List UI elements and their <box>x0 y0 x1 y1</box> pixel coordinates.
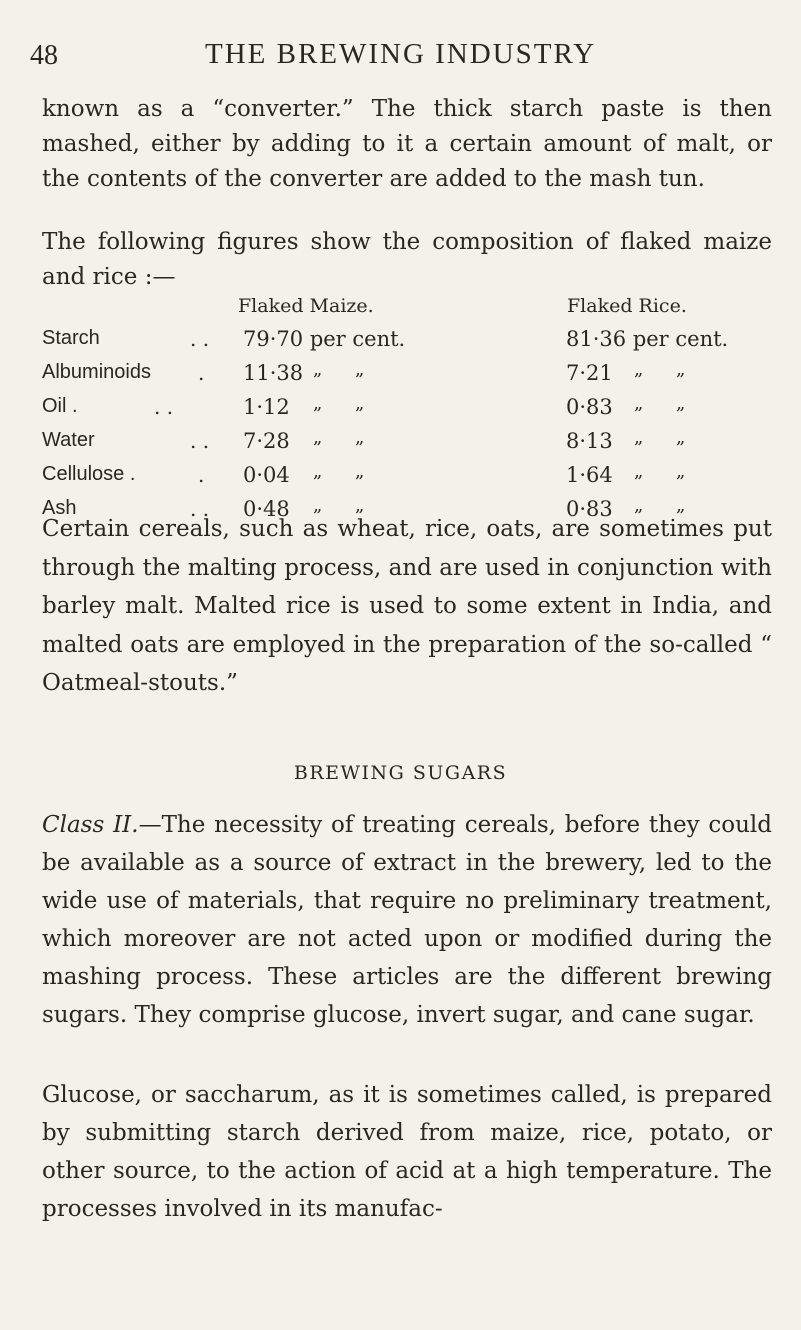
table-row <box>42 395 772 427</box>
ditto-mark: „ <box>634 461 644 482</box>
maize-unit: per cent. <box>309 327 406 351</box>
row-leader: . <box>198 361 205 385</box>
class-ii-paragraph <box>42 806 772 1034</box>
maize-value: 11·38 <box>243 361 304 385</box>
ditto-mark: „ <box>634 427 644 448</box>
intro-paragraph <box>42 92 772 197</box>
table-row <box>42 463 772 495</box>
maize-value: 7·28 <box>243 429 290 453</box>
glucose-text: Glucose, or saccharum, as it is sometimes called, is prepared by submitting starch derived from maize, rice, potato, or other source, to the action of acid at a high temperature. The processes involved in its manufac- <box>42 1082 772 1222</box>
ditto-mark: „ <box>634 393 644 414</box>
ditto-mark: „ <box>676 427 686 448</box>
ditto-mark: „ <box>313 393 323 414</box>
column-header-rice: Flaked Rice. <box>567 295 687 317</box>
row-leader: . . <box>190 429 210 453</box>
rice-value: 8·13 <box>566 429 613 453</box>
ditto-mark: „ <box>313 427 323 448</box>
following-paragraph <box>42 225 772 295</box>
row-label: Albuminoids <box>42 361 151 383</box>
ditto-mark: „ <box>676 495 686 516</box>
maize-value-cell <box>243 393 365 419</box>
column-header-maize: Flaked Maize. <box>238 295 374 317</box>
row-label: Water <box>42 429 95 451</box>
rice-value: 0·83 <box>566 395 613 419</box>
maize-value: 0·04 <box>243 463 290 487</box>
rice-value: 81·36 <box>566 327 627 351</box>
row-leader: . . <box>154 395 174 419</box>
intro-text: known as a “converter.” The thick starch paste is then mashed, either by adding to it a certain amount of malt, or the contents of the converter are added to the mash tun. <box>42 96 772 192</box>
rice-value-cell <box>566 461 686 487</box>
malting-text: Certain cereals, such as wheat, rice, oats, are sometimes put through the malting process, and are used in conjunction with barley malt. Malted rice is used to some extent in India, and malted oats are employed in the preparation of the so-called “ Oatmeal-stouts.” <box>42 516 772 696</box>
class-ii-text: —The necessity of treating cereals, before they could be available as a source of extract in the brewery, led to the wide use of materials, that require no preliminary treatment, which moreover are not acted upon or modified during the mashing process. These articles are the different brewing sugars. They comprise glucose, invert sugar, and cane sugar. <box>42 812 772 1028</box>
ditto-mark: „ <box>313 359 323 380</box>
ditto-mark: „ <box>355 461 365 482</box>
ditto-mark: „ <box>676 359 686 380</box>
section-heading: BREWING SUGARS <box>293 762 508 784</box>
ditto-mark: „ <box>355 359 365 380</box>
following-text: The following figures show the composition of flaked maize and rice :— <box>42 229 772 290</box>
maize-value-cell <box>243 461 365 487</box>
ditto-mark: „ <box>313 461 323 482</box>
rice-value-cell <box>566 359 686 385</box>
rice-unit: per cent. <box>632 327 729 351</box>
maize-value-cell <box>243 359 365 385</box>
glucose-paragraph <box>42 1076 772 1228</box>
page-header <box>0 18 801 78</box>
class-ii-text-wrapper <box>42 806 772 1034</box>
ditto-mark: „ <box>355 393 365 414</box>
row-label: Starch <box>42 327 100 349</box>
ditto-mark: „ <box>676 461 686 482</box>
maize-value: 1·12 <box>243 395 290 419</box>
rice-value-cell <box>566 427 686 453</box>
maize-value-cell <box>243 427 365 453</box>
rice-value-cell <box>566 393 686 419</box>
row-leader: . . <box>190 497 210 521</box>
row-label: Ash <box>42 497 77 519</box>
table-row <box>42 361 772 393</box>
rice-value: 7·21 <box>566 361 613 385</box>
maize-value: 0·48 <box>243 497 290 521</box>
row-leader: . <box>198 463 205 487</box>
maize-value: 79·70 <box>243 327 304 351</box>
ditto-mark: „ <box>634 495 644 516</box>
row-leader: . . <box>190 327 210 351</box>
table-row <box>42 327 772 359</box>
table-row <box>42 429 772 461</box>
ditto-mark: „ <box>355 495 365 516</box>
rice-value-cell <box>566 327 728 351</box>
running-head: THE BREWING INDUSTRY <box>205 38 597 70</box>
page-number: 48 <box>30 40 58 71</box>
ditto-mark: „ <box>676 393 686 414</box>
table-header <box>42 295 772 323</box>
rice-value: 1·64 <box>566 463 613 487</box>
maize-value-cell <box>243 327 405 351</box>
row-label: Oil . <box>42 395 78 417</box>
malting-paragraph <box>42 510 772 703</box>
class-ii-label: Class II. <box>42 812 139 838</box>
ditto-mark: „ <box>634 359 644 380</box>
row-label: Cellulose . <box>42 463 136 485</box>
ditto-mark: „ <box>313 495 323 516</box>
ditto-mark: „ <box>355 427 365 448</box>
rice-value: 0·83 <box>566 497 613 521</box>
